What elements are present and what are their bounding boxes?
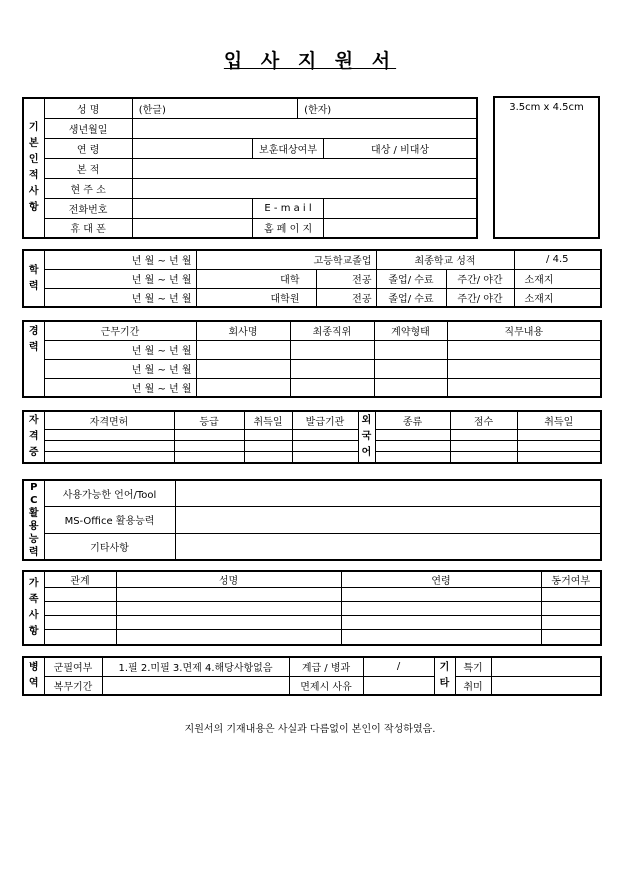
family-cell[interactable] (116, 588, 341, 602)
edu-period[interactable]: 년 월 ~ 년 월 (44, 288, 196, 307)
career-cell[interactable] (196, 378, 290, 397)
birth-field[interactable] (132, 118, 477, 138)
name-hanja-field[interactable]: (한자) (298, 98, 477, 118)
military-table (22, 656, 602, 696)
family-header: 동거여부 (541, 571, 601, 588)
cert-cell[interactable] (174, 440, 244, 451)
photo-box[interactable]: 3.5cm x 4.5cm (493, 96, 600, 239)
age-field[interactable] (132, 138, 252, 158)
family-header: 연령 (341, 571, 541, 588)
pc-office-field[interactable] (175, 507, 601, 534)
cert-header: 발급기관 (292, 411, 358, 429)
veteran-option[interactable]: 대상 / 비대상 (324, 138, 477, 158)
career-cell[interactable] (290, 378, 374, 397)
pc-row-label: 사용가능한 언어/Tool (44, 480, 175, 507)
pc-language-field[interactable] (175, 480, 601, 507)
career-period[interactable]: 년 월 ~ 년 월 (44, 359, 196, 378)
etc-side-label: 기 타 (434, 657, 455, 695)
lang-header: 취득일 (517, 411, 601, 429)
lang-cell[interactable] (517, 440, 601, 451)
origin-label: 본 적 (44, 158, 132, 178)
grad-day-option[interactable]: 주간/ 야간 (446, 288, 514, 307)
pc-skills-table (22, 479, 602, 561)
cert-cell[interactable] (292, 451, 358, 463)
grad-grad-option[interactable]: 졸업/ 수료 (376, 288, 446, 307)
cert-side-label: 자 격 증 (23, 411, 44, 463)
age-label: 연 령 (44, 138, 132, 158)
family-cell[interactable] (541, 588, 601, 602)
phone-label: 전화번호 (44, 198, 132, 218)
family-cell[interactable] (44, 602, 116, 616)
career-side-label: 경 력 (23, 321, 44, 397)
page-title: 입 사 지 원 서 (223, 50, 397, 72)
cert-cell[interactable] (244, 451, 292, 463)
pc-row-label: MS-Office 활용능력 (44, 507, 175, 534)
career-header: 근무기간 (44, 321, 196, 340)
basic-info-table (22, 97, 478, 239)
special-label: 특기 (455, 657, 491, 676)
pc-row-label: 기타사항 (44, 533, 175, 560)
special-field[interactable] (491, 657, 601, 676)
veteran-label: 보훈대상여부 (252, 138, 323, 158)
hobby-label: 취미 (455, 676, 491, 695)
cert-header: 등급 (174, 411, 244, 429)
service-period-field[interactable] (102, 676, 289, 695)
family-cell[interactable] (44, 588, 116, 602)
cert-cell[interactable] (244, 429, 292, 440)
family-cell[interactable] (541, 616, 601, 630)
career-cell[interactable] (447, 340, 601, 359)
univ-label: 대학 (196, 269, 316, 288)
lang-cell[interactable] (450, 440, 517, 451)
cert-table (22, 410, 602, 464)
homepage-field[interactable] (324, 218, 477, 238)
cert-cell[interactable] (174, 451, 244, 463)
family-cell[interactable] (541, 630, 601, 645)
military-options[interactable]: 1.필 2.미필 3.면제 4.해당사항없음 (102, 657, 289, 676)
rank-label: 계급 / 병과 (289, 657, 363, 676)
mobile-label: 휴 대 폰 (44, 218, 132, 238)
rank-field[interactable]: / (363, 657, 434, 676)
career-cell[interactable] (196, 340, 290, 359)
edu-side-label: 학 력 (23, 250, 44, 307)
lang-cell[interactable] (375, 429, 450, 440)
lang-cell[interactable] (375, 440, 450, 451)
family-cell[interactable] (44, 630, 116, 645)
pc-etc-field[interactable] (175, 533, 601, 560)
lang-cell[interactable] (517, 429, 601, 440)
lang-header: 점수 (450, 411, 517, 429)
lang-cell[interactable] (450, 429, 517, 440)
gpa-value[interactable]: / 4.5 (514, 250, 601, 269)
homepage-label: 홈 페 이 지 (252, 218, 323, 238)
education-table (22, 249, 602, 308)
service-period-label: 복무기간 (44, 676, 102, 695)
grad-major-label: 전공 (316, 288, 376, 307)
career-header: 계약형태 (374, 321, 447, 340)
career-cell[interactable] (290, 340, 374, 359)
family-cell[interactable] (541, 602, 601, 616)
family-cell[interactable] (116, 630, 341, 645)
name-korean-field[interactable]: (한글) (132, 98, 297, 118)
phone-field[interactable] (132, 198, 252, 218)
name-label: 성 명 (44, 98, 132, 118)
mobile-field[interactable] (132, 218, 252, 238)
career-header: 최종직위 (290, 321, 374, 340)
origin-field[interactable] (132, 158, 477, 178)
career-cell[interactable] (290, 359, 374, 378)
career-period[interactable]: 년 월 ~ 년 월 (44, 378, 196, 397)
military-side-label: 병 역 (23, 657, 44, 695)
career-period[interactable]: 년 월 ~ 년 월 (44, 340, 196, 359)
address-label: 현 주 소 (44, 178, 132, 198)
cert-cell[interactable] (244, 440, 292, 451)
univ-day-option[interactable]: 주간/ 야간 (446, 269, 514, 288)
edu-period[interactable]: 년 월 ~ 년 월 (44, 250, 196, 269)
basic-side-label: 기 본 인 적 사 항 (23, 98, 44, 238)
family-cell[interactable] (116, 616, 341, 630)
family-table (22, 570, 602, 646)
univ-location-label: 소재지 (514, 269, 601, 288)
grad-label: 대학원 (196, 288, 316, 307)
edu-hs-label: 고등학교졸업 (196, 250, 376, 269)
career-table (22, 320, 602, 398)
lang-cell[interactable] (375, 451, 450, 463)
exempt-reason-field[interactable] (363, 676, 434, 695)
family-cell[interactable] (341, 602, 541, 616)
career-cell[interactable] (447, 378, 601, 397)
military-status-label: 군필여부 (44, 657, 102, 676)
pc-side-label: P C 활 용 능 력 (23, 480, 44, 560)
email-label: E - m a i l (252, 198, 323, 218)
lang-cell[interactable] (517, 451, 601, 463)
career-header: 회사명 (196, 321, 290, 340)
career-cell[interactable] (374, 359, 447, 378)
cert-cell[interactable] (44, 451, 174, 463)
family-cell[interactable] (341, 616, 541, 630)
lang-header: 종류 (375, 411, 450, 429)
family-cell[interactable] (116, 602, 341, 616)
hobby-field[interactable] (491, 676, 601, 695)
cert-cell[interactable] (44, 440, 174, 451)
edu-period[interactable]: 년 월 ~ 년 월 (44, 269, 196, 288)
address-field[interactable] (132, 178, 477, 198)
career-header: 직무내용 (447, 321, 601, 340)
exempt-reason-label: 면제시 사유 (289, 676, 363, 695)
cert-cell[interactable] (44, 429, 174, 440)
cert-cell[interactable] (292, 429, 358, 440)
lang-cell[interactable] (450, 451, 517, 463)
declaration-text: 지원서의 기재내용은 사실과 다름없이 본인이 작성하였음. (184, 724, 436, 735)
univ-major-label: 전공 (316, 269, 376, 288)
family-header: 관계 (44, 571, 116, 588)
email-field[interactable] (324, 198, 477, 218)
career-cell[interactable] (374, 340, 447, 359)
career-cell[interactable] (447, 359, 601, 378)
family-cell[interactable] (341, 630, 541, 645)
birth-label: 생년월일 (44, 118, 132, 138)
cert-cell[interactable] (174, 429, 244, 440)
family-side-label: 가 족 사 항 (23, 571, 44, 645)
grad-location-label: 소재지 (514, 288, 601, 307)
family-cell[interactable] (341, 588, 541, 602)
career-cell[interactable] (374, 378, 447, 397)
family-cell[interactable] (44, 616, 116, 630)
univ-grad-option[interactable]: 졸업/ 수료 (376, 269, 446, 288)
lang-side-label: 외 국 어 (358, 411, 375, 463)
cert-header: 취득일 (244, 411, 292, 429)
family-header: 성명 (116, 571, 341, 588)
career-cell[interactable] (196, 359, 290, 378)
cert-header: 자격면허 (44, 411, 174, 429)
gpa-label: 최종학교 성적 (376, 250, 514, 269)
cert-cell[interactable] (292, 440, 358, 451)
